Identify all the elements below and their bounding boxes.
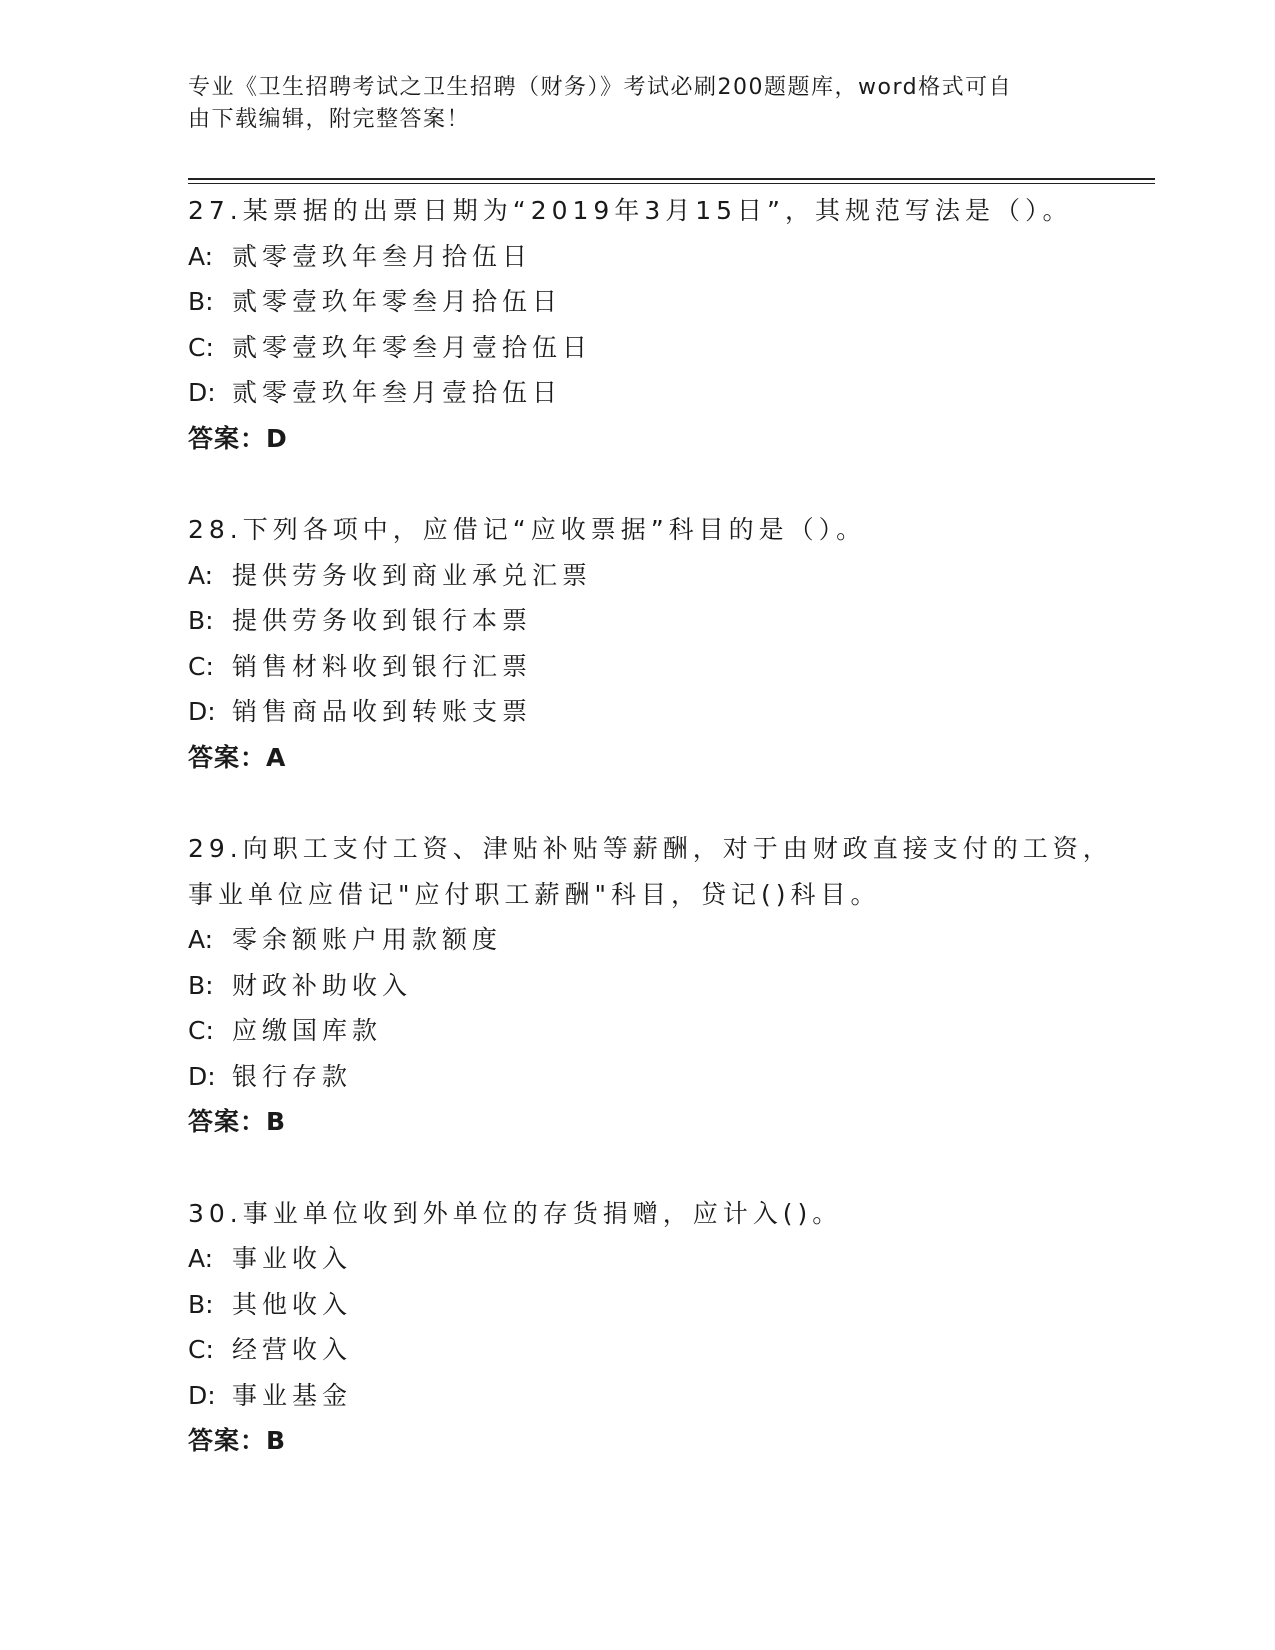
option-d [188,370,1088,416]
question-stem-line-2: 事业单位应借记"应付职工薪酬"科目，贷记()科目。 [188,879,881,909]
question-27 [188,188,1088,461]
option-letter: B: [188,287,214,316]
header-divider-thick [188,178,1155,180]
option-text: 其他收入 [232,1289,353,1319]
option-b [188,1282,1088,1328]
option-letter: C: [188,1335,214,1364]
question-stem: 27.某票据的出票日期为“2019年3月15日”，其规范写法是（）。 [188,196,1073,225]
option-letter: A: [188,1244,214,1273]
option-text: 提供劳务收到银行本票 [232,606,533,635]
option-letter: B: [188,1289,214,1319]
option-a [188,1236,1088,1282]
option-c [188,1327,1088,1373]
option-letter: D: [188,1061,216,1091]
intro-line-1: 专业《卫生招聘考试之卫生招聘（财务）》考试必刷200题题库，word格式可自 [188,75,1013,100]
option-letter: C: [188,332,214,362]
option-letter: D: [188,697,216,726]
option-letter: D: [188,1380,216,1410]
option-text: 销售材料收到银行汇票 [232,651,533,681]
option-text: 贰零壹玖年叁月拾伍日 [232,241,533,271]
option-c [188,1008,1088,1054]
option-c [188,325,1088,371]
option-text: 零余额账户用款额度 [232,925,503,954]
option-text: 贰零壹玖年零叁月壹拾伍日 [232,332,593,362]
option-a [188,917,1088,963]
option-text: 银行存款 [232,1061,353,1091]
question-29 [188,826,1113,1145]
option-text: 贰零壹玖年叁月壹拾伍日 [232,378,563,407]
option-text: 经营收入 [232,1335,353,1364]
option-text: 财政补助收入 [232,970,413,1000]
option-a [188,553,1088,599]
option-b [188,963,1088,1009]
option-letter: A: [188,241,214,271]
option-letter: C: [188,651,214,681]
answer-line: 答案：A [188,742,287,772]
question-list [188,188,1113,1510]
question-stem-line-1: 29.向职工支付工资、津贴补贴等薪酬，对于由财政直接支付的工资， [188,834,1113,863]
option-text: 应缴国库款 [232,1016,383,1045]
question-28 [188,507,1088,780]
option-text: 事业收入 [232,1244,353,1273]
question-30 [188,1191,1088,1464]
option-a [188,234,1088,280]
option-text: 贰零壹玖年零叁月拾伍日 [232,287,563,316]
option-letter: B: [188,606,214,635]
option-letter: C: [188,1016,214,1045]
option-letter: A: [188,560,214,590]
option-b [188,598,1088,644]
option-letter: D: [188,378,216,407]
option-text: 提供劳务收到商业承兑汇票 [232,560,593,590]
option-text: 销售商品收到转账支票 [232,697,533,726]
option-d [188,689,1088,735]
option-c [188,644,1088,690]
answer-line: 答案：B [188,1426,287,1455]
document-intro [188,72,1068,136]
answer-line: 答案：D [188,423,288,453]
option-b [188,279,1088,325]
option-text: 事业基金 [232,1380,353,1410]
answer-line: 答案：B [188,1107,287,1136]
question-stem: 28.下列各项中，应借记“应收票据”科目的是（）。 [188,515,867,544]
intro-line-2: 由下载编辑，附完整答案！ [188,107,471,132]
option-letter: A: [188,925,214,954]
question-stem: 30.事业单位收到外单位的存货捐赠，应计入()。 [188,1198,843,1228]
option-letter: B: [188,970,214,1000]
option-d [188,1373,1088,1419]
option-d [188,1054,1088,1100]
header-divider-thin [188,183,1155,184]
